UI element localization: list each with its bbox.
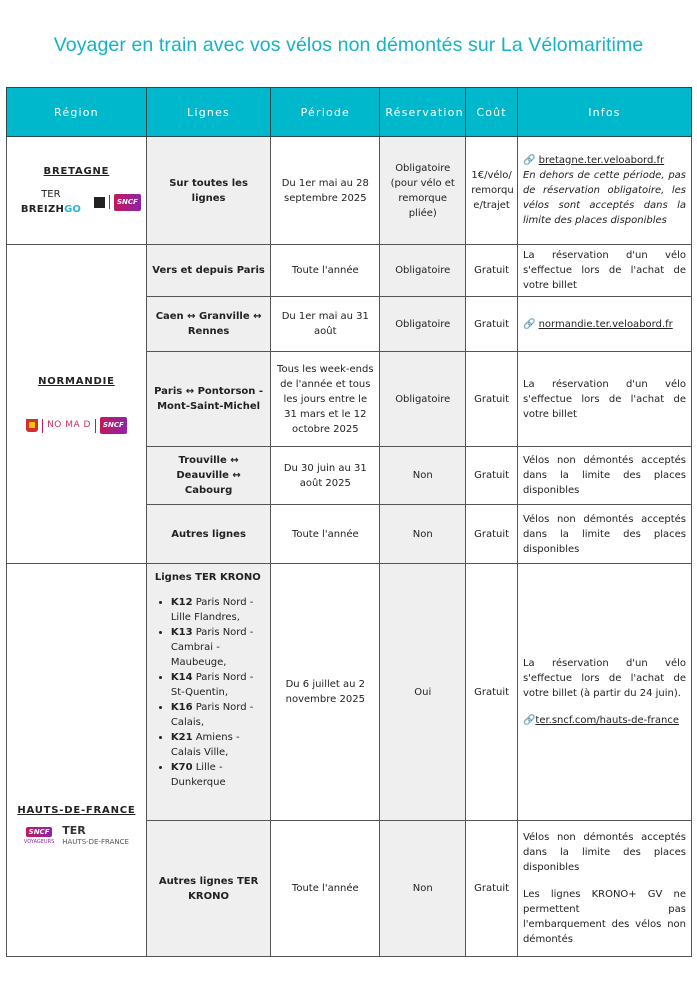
link-icon: 🔗: [522, 155, 536, 166]
page-title: Voyager en train avec vos vélos non démontés sur La Vélomaritime: [53, 34, 644, 56]
periode-cell: Du 1er mai au 28 septembre 2025: [271, 137, 380, 245]
infos-text: Les lignes KRONO+ GV ne permettent pas l'embarquement des vélos non démontés: [522, 889, 686, 945]
region-name: NORMANDIE: [38, 376, 115, 387]
logo-separator: [95, 419, 96, 433]
region-cell-bretagne: [7, 137, 147, 245]
cout-cell: Gratuit: [466, 352, 518, 447]
list-item: • K16 Paris Nord - Calais,: [171, 700, 265, 730]
infos-cell: [517, 137, 691, 245]
header-periode: Période: [271, 88, 380, 137]
list-item: • K14 Paris Nord - St-Quentin,: [171, 670, 265, 700]
infos-text: Vélos non démontés acceptés dans la limite des places disponibles: [522, 832, 686, 873]
nomad-logo: NO MA D: [47, 420, 91, 430]
cout-cell: 1€/vélo/ remorqu e/trajet: [466, 137, 518, 245]
infos-text: En dehors de cette période, pas de réservation obligatoire, les vélos sont acceptés dans la limite des places disponibles: [522, 170, 686, 226]
normandie-link[interactable]: normandie.ter.veloabord.fr: [538, 318, 673, 330]
infos-cell: La réservation d'un vélo s'effectue lors de l'achat de votre billet: [517, 245, 691, 297]
reservation-cell: Obligatoire (pour vélo et remorque pliée): [380, 137, 466, 245]
lignes-cell: Trouville ↔ Deauville ↔ Cabourg: [146, 447, 270, 505]
table-row: [7, 137, 692, 245]
region-normandie-logo-icon: [26, 419, 38, 432]
hdf-logos: [12, 826, 141, 847]
cout-cell: Gratuit: [466, 447, 518, 505]
lignes-cell: [146, 564, 270, 821]
infos-cell: [517, 564, 691, 821]
reservation-cell: Obligatoire: [380, 352, 466, 447]
reservation-cell: Obligatoire: [380, 245, 466, 297]
periode-cell: Tous les week-ends de l'année et tous les jours entre le 31 mars et le 12 octobre 2025: [271, 352, 380, 447]
ter-hdf-logo: TER HAUTS-DE-FRANCE: [62, 824, 129, 846]
bike-travel-table: [6, 87, 692, 957]
cout-cell: Gratuit: [466, 505, 518, 564]
header-infos: Infos: [517, 88, 691, 137]
reservation-cell: Non: [380, 821, 466, 957]
infos-cell: [517, 297, 691, 352]
periode-cell: Toute l'année: [271, 505, 380, 564]
list-item: • K21 Amiens - Calais Ville,: [171, 730, 265, 760]
sncf-logo: SNCF: [114, 194, 141, 211]
cout-cell: Gratuit: [466, 821, 518, 957]
header-cout: Coût: [466, 88, 518, 137]
sncf-voyageurs-logo: SNCF VOYAGEURS: [23, 828, 55, 845]
region-cell-hdf: [7, 564, 147, 957]
infos-cell: Vélos non démontés acceptés dans la limite des places disponibles: [517, 505, 691, 564]
table-row: [7, 245, 692, 297]
periode-cell: Du 30 juin au 31 août 2025: [271, 447, 380, 505]
sncf-logo: SNCF: [100, 417, 127, 434]
infos-cell: Vélos non démontés acceptés dans la limite des places disponibles: [517, 447, 691, 505]
cout-cell: Gratuit: [466, 297, 518, 352]
periode-cell: Du 1er mai au 31 août: [271, 297, 380, 352]
logo-separator: [109, 195, 110, 209]
krono-title: Lignes TER KRONO: [154, 572, 261, 583]
lignes-cell: Caen ↔ Granville ↔ Rennes: [146, 297, 270, 352]
periode-cell: Toute l'année: [271, 245, 380, 297]
lignes-cell: Vers et depuis Paris: [146, 245, 270, 297]
table-header-row: [7, 88, 692, 137]
bretagne-link[interactable]: bretagne.ter.veloabord.fr: [538, 155, 665, 166]
region-name: HAUTS-DE-FRANCE: [17, 805, 136, 816]
header-region: Région: [7, 88, 147, 137]
region-name: BRETAGNE: [43, 166, 110, 177]
lignes-cell: Autres lignes TER KRONO: [146, 821, 270, 957]
list-item: • K70 Lille - Dunkerque: [171, 760, 265, 790]
infos-cell: [517, 821, 691, 957]
region-bretagne-logo-icon: [94, 197, 105, 208]
lignes-cell: Autres lignes: [146, 505, 270, 564]
infos-text: La réservation d'un vélo s'effectue lors de l'achat de votre billet (à partir du 24 juin).: [522, 658, 686, 699]
link-icon: 🔗: [522, 318, 536, 330]
list-item: • K13 Paris Nord - Cambrai - Maubeuge,: [171, 625, 265, 670]
ter-breizhgo-logo: TER BREIZHGO: [20, 189, 81, 215]
header-lignes: Lignes: [146, 88, 270, 137]
cout-cell: Gratuit: [466, 564, 518, 821]
reservation-cell: Non: [380, 505, 466, 564]
reservation-cell: Oui: [380, 564, 466, 821]
periode-cell: Du 6 juillet au 2 novembre 2025: [271, 564, 380, 821]
header-reservation: Réservation: [380, 88, 466, 137]
region-cell-normandie: [7, 245, 147, 564]
krono-lines-list: [155, 595, 265, 790]
link-icon: 🔗: [522, 715, 536, 726]
bretagne-logos: [12, 187, 141, 217]
hdf-link[interactable]: ter.sncf.com/hauts-de-france: [535, 715, 679, 726]
logo-separator: [42, 419, 43, 433]
lignes-cell: Sur toutes les lignes: [146, 137, 270, 245]
periode-cell: Toute l'année: [271, 821, 380, 957]
reservation-cell: Non: [380, 447, 466, 505]
normandie-logos: [12, 417, 141, 434]
infos-cell: La réservation d'un vélo s'effectue lors de l'achat de votre billet: [517, 352, 691, 447]
list-item: • K12 Paris Nord - Lille Flandres,: [171, 595, 265, 625]
reservation-cell: Obligatoire: [380, 297, 466, 352]
lignes-cell: Paris ↔ Pontorson - Mont-Saint-Michel: [146, 352, 270, 447]
cout-cell: Gratuit: [466, 245, 518, 297]
table-row: [7, 564, 692, 821]
